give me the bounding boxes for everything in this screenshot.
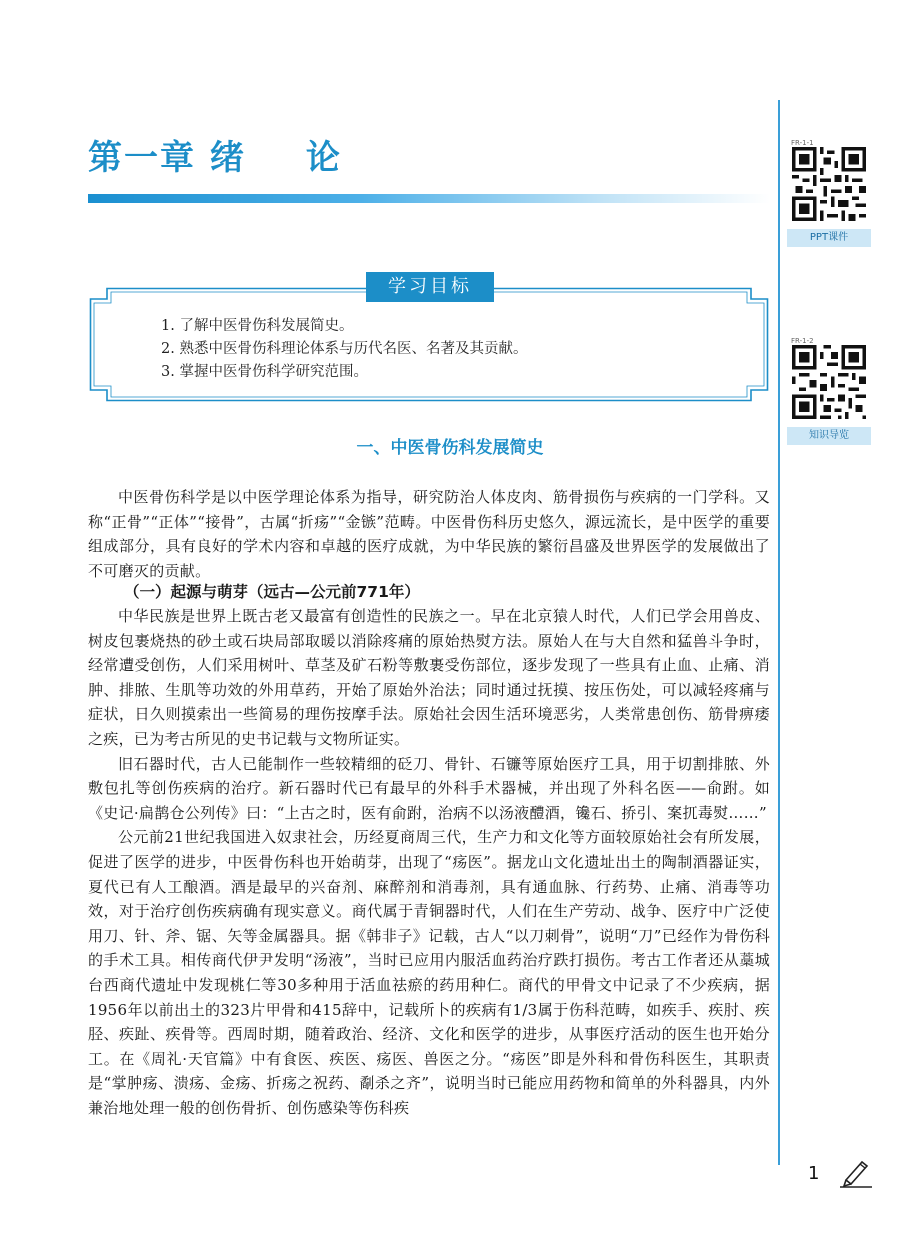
- learning-objectives-box: [89, 276, 769, 402]
- objective-item: 2. 熟悉中医骨伤科理论体系与历代名医、名著及其贡献。: [161, 341, 528, 357]
- intro-text: [88, 485, 770, 583]
- section-title: 一、中医骨伤科发展简史: [356, 438, 544, 458]
- qr-label[interactable]: 知识导览: [787, 427, 871, 445]
- objectives-list: [161, 315, 527, 384]
- qr-ppt-slides[interactable]: [787, 139, 871, 247]
- objective-item: 3. 掌握中医骨伤科学研究范围。: [161, 364, 368, 380]
- pencil-icon: [838, 1156, 874, 1188]
- qr-tag: FR-1-1: [791, 139, 814, 147]
- paragraph: 旧石器时代，古人已能制作一些较精细的砭刀、骨针、石镰等原始医疗工具，用于切割排脓、外敷包扎等创伤疾病的治疗。新石器时代已有最早的外科手术器械，并出现了外科名医——俞跗。如《史记·扁鹊仓公列传》曰：“上古之时，医有俞跗，治病不以汤液醴酒，镵石、挢引、案扤毒熨……”: [88, 754, 770, 822]
- paragraph: 中华民族是世界上既古老又最富有创造性的民族之一。早在北京猿人时代，人们已学会用兽皮、树皮包裹烧热的砂土或石块局部取暖以消除疼痛的原始热熨方法。原始人在与大自然和猛兽斗争时，经常遭受创伤，人们采用树叶、草茎及矿石粉等敷裹受伤部位，逐步发现了一些具有止血、止痛、消肿、排脓、生肌等功效的外用草药，开始了原始外治法；同时通过抚摸、按压伤处，可以减轻疼痛与症状，日久则摸索出一些简易的理伤按摩手法。原始社会因生活环境恶劣，人类常患创伤、筋骨痹痿之疾，已为考古所见的史书记载与文物所证实。: [88, 607, 770, 748]
- qr-code-icon[interactable]: [792, 147, 866, 221]
- qr-label[interactable]: PPT课件: [787, 229, 871, 247]
- chapter-title: 第一章 绪 论: [88, 138, 342, 178]
- qr-knowledge-guide[interactable]: [787, 337, 871, 445]
- objectives-heading: 学习目标: [366, 272, 494, 302]
- margin-divider: [778, 100, 780, 1165]
- title-underline: [88, 194, 770, 203]
- subsection-body: [88, 604, 770, 1120]
- subsection-title: （一）起源与萌芽（远古—公元前771年）: [124, 583, 420, 601]
- page-number: 1: [808, 1163, 820, 1184]
- objective-item: 1. 了解中医骨伤科发展简史。: [161, 318, 354, 334]
- paragraph: 中医骨伤科学是以中医学理论体系为指导，研究防治人体皮肉、筋骨损伤与疾病的一门学科。又称“正骨”“正体”“接骨”，古属“折疡”“金镞”范畴。中医骨伤科历史悠久，源远流长，是中医学的重要组成部分，具有良好的学术内容和卓越的医疗成就，为中华民族的繁衍昌盛及世界医学的发展做出了不可磨灭的贡献。: [88, 488, 770, 580]
- paragraph: 公元前21世纪我国进入奴隶社会，历经夏商周三代，生产力和文化等方面较原始社会有所发展，促进了医学的进步，中医骨伤科也开始萌芽，出现了“疡医”。据龙山文化遗址出土的陶制酒器证实，夏代已有人工酿酒。酒是最早的兴奋剂、麻醉剂和消毒剂，具有通血脉、行药势、止痛、消毒等功效，对于治疗创伤疾病确有现实意义。商代属于青铜器时代，人们在生产劳动、战争、医疗中广泛使用刀、针、斧、锯、矢等金属器具。据《韩非子》记载，古人“以刀刺骨”，说明“刀”已经作为骨伤科的手术工具。相传商代伊尹发明“汤液”，当时已应用内服活血药治疗跌打损伤。考古工作者还从藁城台西商代遗址中发现桃仁等30多种用于活血祛瘀的药用种仁。商代的甲骨文中记录了不少疾病，据1956年以前出土的323片甲骨和415辞中，记载所卜的疾病有1/3属于伤科范畴，如疾手、疾肘、疾胫、疾趾、疾骨等。西周时期，随着政治、经济、文化和医学的进步，从事医疗活动的医生也开始分工。在《周礼·天官篇》中有食医、疾医、疡医、兽医之分。“疡医”即是外科和骨伤科医生，其职责是“掌肿疡、溃疡、金疡、折疡之祝药、劀杀之齐”，说明当时已能应用药物和简单的外科器具，内外兼治地处理一般的创伤骨折、创伤感染等伤科疾: [88, 828, 770, 1117]
- qr-tag: FR-1-2: [791, 337, 814, 345]
- qr-code-icon[interactable]: [792, 345, 866, 419]
